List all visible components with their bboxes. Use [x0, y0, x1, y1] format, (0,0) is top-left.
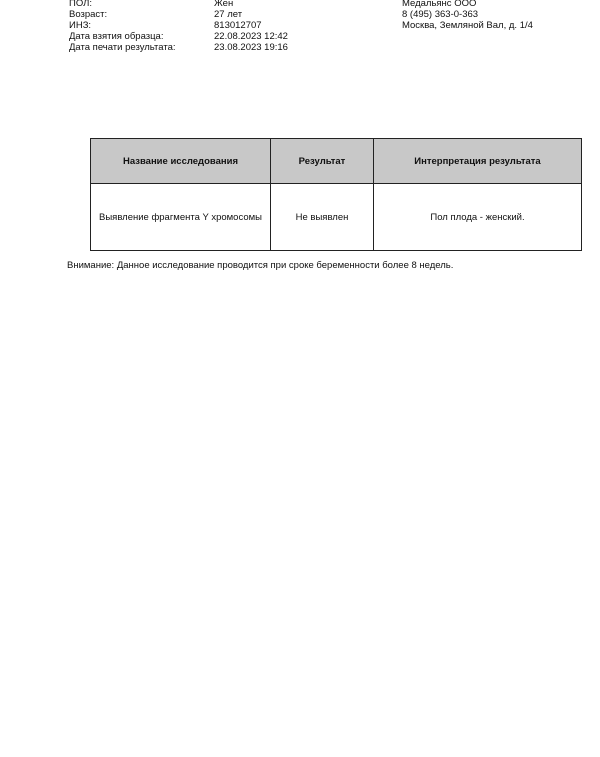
sex-label: ПОЛ:	[69, 0, 92, 9]
age-value: 27 лет	[214, 9, 243, 20]
table-row	[91, 184, 582, 251]
age-label: Возраст:	[69, 9, 108, 20]
results-table	[90, 138, 582, 251]
lab-address: Москва, Земляной Вал, д. 1/4	[402, 20, 533, 31]
header-result: Результат	[271, 139, 374, 184]
inz-label: ИНЗ:	[69, 20, 92, 31]
cell-test-name: Выявление фрагмента Y хромосомы	[91, 184, 271, 251]
lab-name: Медальянс ООО	[402, 0, 477, 9]
results-table-header-row	[91, 139, 582, 184]
attention-note: Внимание: Данное исследование проводится при сроке беременности более 8 недель.	[67, 260, 454, 271]
lab-phone: 8 (495) 363-0-363	[402, 9, 479, 20]
lab-info	[402, 0, 533, 31]
print-date-value: 23.08.2023 19:16	[214, 42, 288, 53]
sample-date-label: Дата взятия образца:	[69, 31, 164, 42]
inz-value: 813012707	[214, 20, 262, 31]
sex-value: Жен	[214, 0, 234, 9]
sample-date-value: 22.08.2023 12:42	[214, 31, 288, 42]
print-date-label: Дата печати результата:	[69, 42, 176, 53]
header-test-name: Название исследования	[91, 139, 271, 184]
cell-interpretation: Пол плода - женский.	[374, 184, 582, 251]
cell-result: Не выявлен	[271, 184, 374, 251]
header-interpretation: Интерпретация результата	[374, 139, 582, 184]
